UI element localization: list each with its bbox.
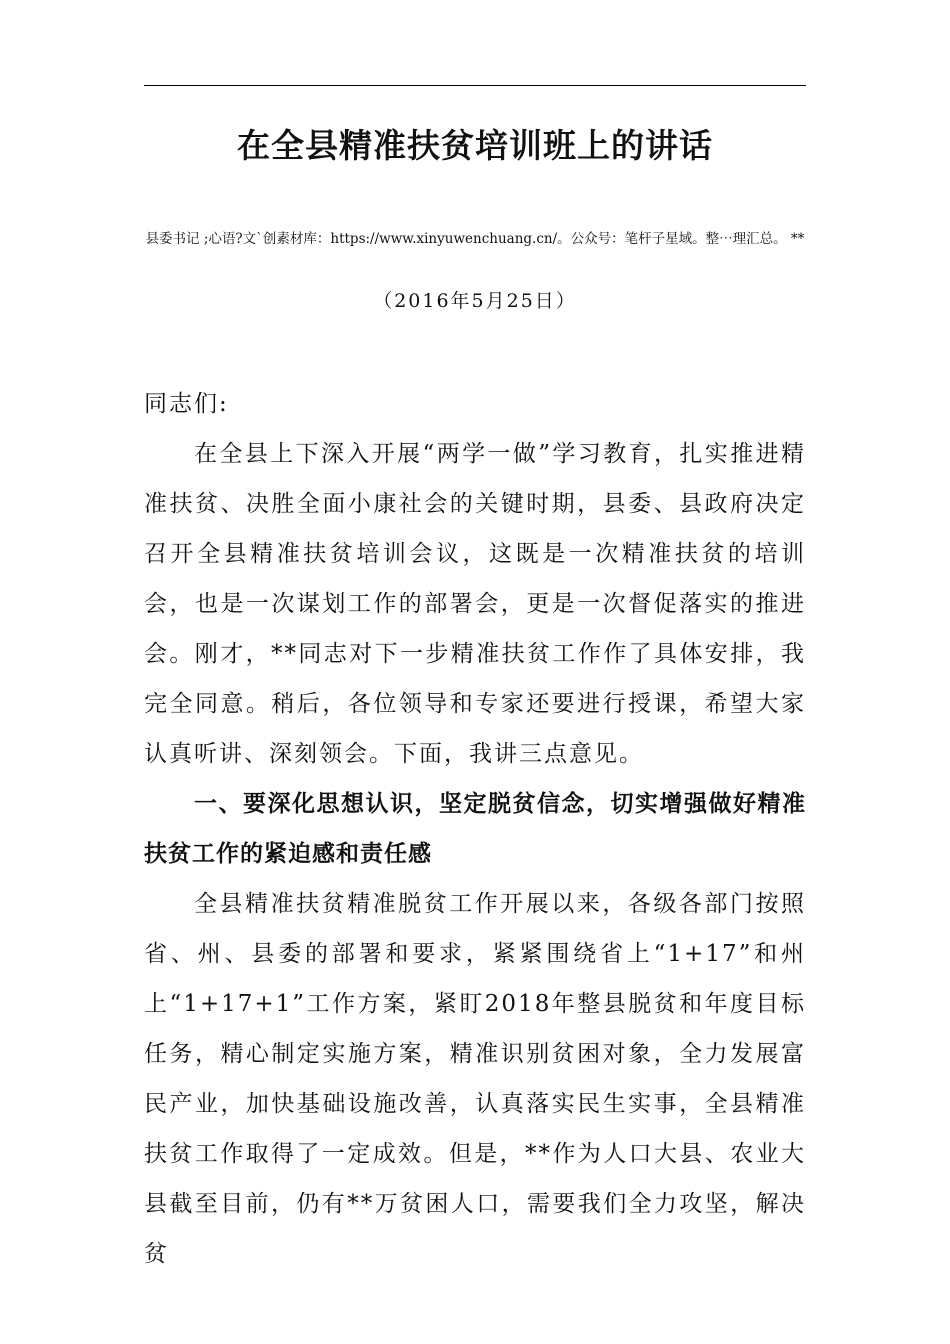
document-title: 在全县精准扶贫培训班上的讲话 [237,126,713,165]
header-rule [144,85,806,86]
section-paragraph: 全县精准扶贫精准脱贫工作开展以来，各级各部门按照省、州、县委的部署和要求，紧紧围绕省上“1+17”和州上“1+17+1”工作方案，紧盯2018年整县脱贫和年度目标任务，精心制定实施方案，精准识别贫困对象，全力发展富民产业，加快基础设施改善，认真落实民生实事，全县精准扶贫工作取得了一定成效。但是，**作为人口大县、农业大县截至目前，仍有**万贫困人口，需要我们全力攻坚，解决贫 [144,891,806,1267]
author-byline: 县委书记 ;心语?文`创素材库：https://www.xinyuwenchuang.cn/。公众号：笔杆子星域。整⋯理汇总。 ** [145,231,805,247]
intro-paragraph: 在全县上下深入开展“两学一做”学习教育，扎实推进精准扶贫、决胜全面小康社会的关键时期，县委、县政府决定召开全县精准扶贫培训会议，这既是一次精准扶贫的培训会，也是一次谋划工作的部署会，更是一次督促落实的推进会。刚才，**同志对下一步精准扶贫工作作了具体安排，我完全同意。稍后，各位领导和专家还要进行授课，希望大家认真听讲、深刻领会。下面，我讲三点意见。 [144,441,806,767]
section-heading: 一、要深化思想认识，坚定脱贫信念，切实增强做好精准扶贫工作的紧迫感和责任感 [144,791,806,867]
salutation: 同志们: [144,391,229,417]
document-body [144,379,806,1279]
speech-date: （2016年5月25日） [373,290,577,312]
